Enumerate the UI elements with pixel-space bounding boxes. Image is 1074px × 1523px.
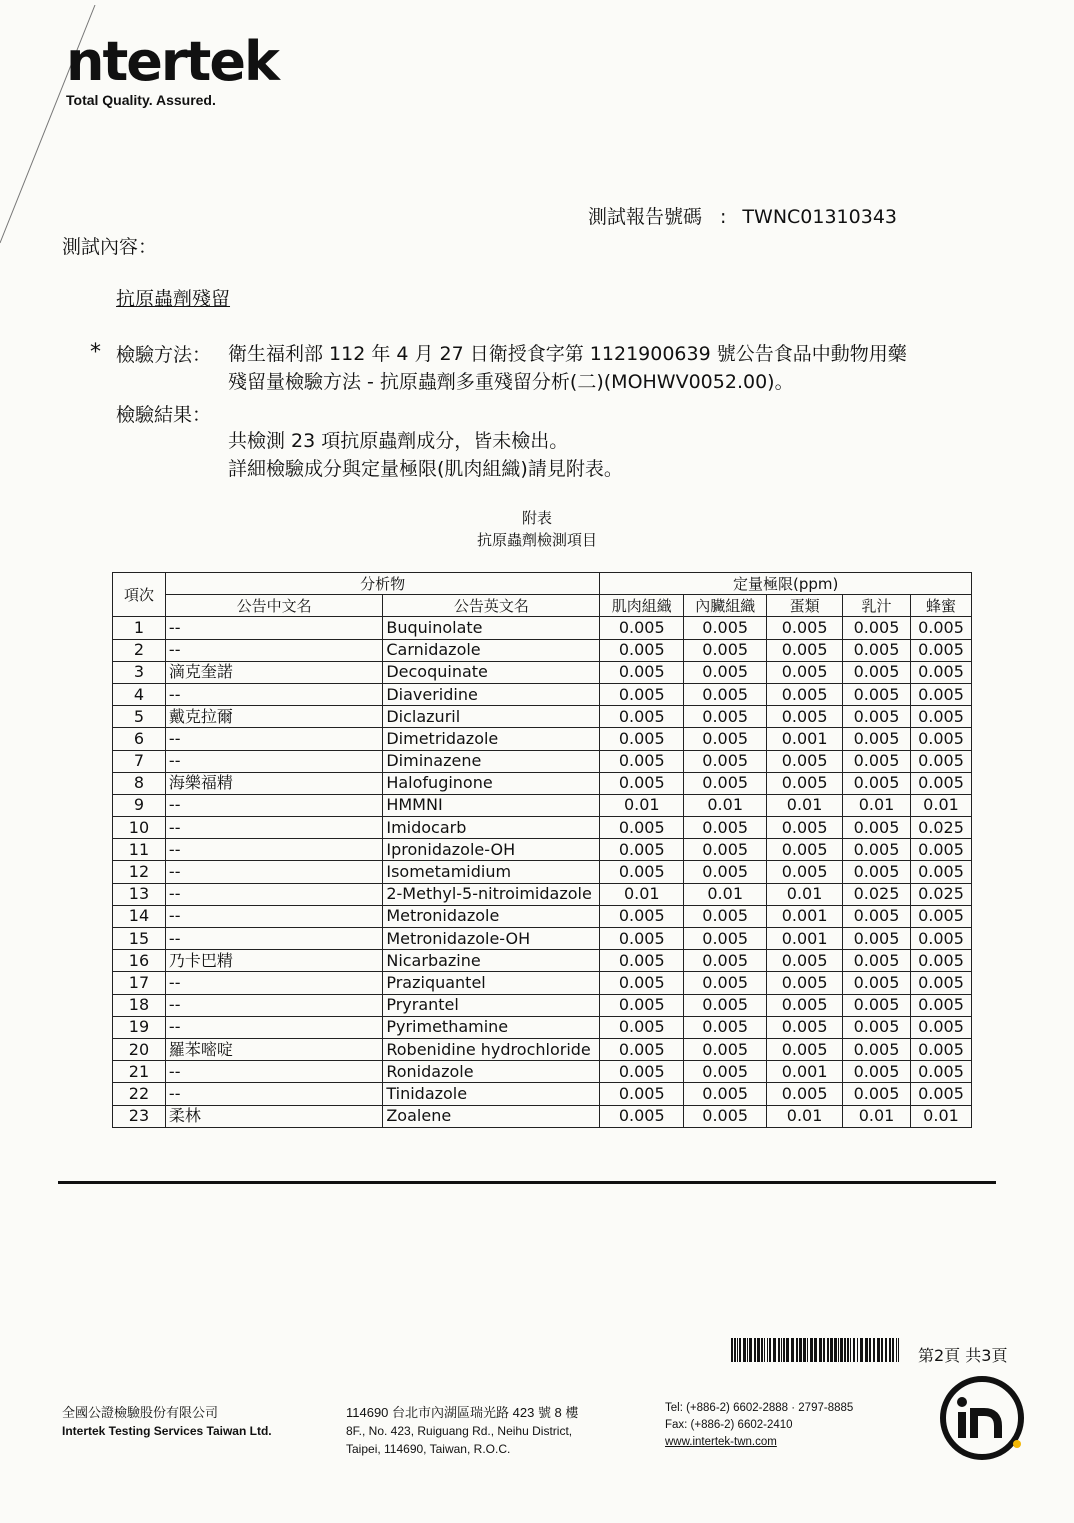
result-label: 檢驗結果： [116, 404, 212, 426]
address-en-line-2: Taipei, 114690, Taiwan, R.O.C. [346, 1442, 511, 1456]
cell-milk: 0.005 [843, 839, 911, 861]
cell-zh-name: 乃卡巴精 [165, 950, 382, 972]
cell-honey: 0.01 [910, 794, 971, 816]
cell-milk: 0.005 [843, 1083, 911, 1105]
table-row [113, 750, 972, 772]
cell-zh-name: -- [165, 639, 382, 661]
cell-honey: 0.005 [910, 1016, 971, 1038]
cell-honey: 0.005 [910, 1038, 971, 1060]
cell-muscle: 0.01 [600, 883, 684, 905]
cell-en-name: Isometamidium [383, 861, 600, 883]
table-row [113, 839, 972, 861]
method-line-2: 殘留量檢驗方法 - 抗原蟲劑多重殘留分析(二)(MOHWV0052.00)。 [228, 371, 794, 393]
cell-no: 17 [113, 972, 166, 994]
cell-no: 13 [113, 883, 166, 905]
cell-zh-name: 羅苯嘧啶 [165, 1038, 382, 1060]
intertek-logo [66, 30, 278, 93]
table-row [113, 972, 972, 994]
cell-zh-name: -- [165, 883, 382, 905]
table-subcaption: 抗原蟲劑檢測項目 [476, 531, 597, 549]
cell-egg: 0.005 [767, 950, 843, 972]
cell-zh-name: -- [165, 617, 382, 639]
table-caption: 附表 [521, 509, 552, 527]
cell-organ: 0.005 [684, 639, 767, 661]
cell-organ: 0.005 [684, 706, 767, 728]
cell-organ: 0.005 [684, 972, 767, 994]
method-text [228, 340, 988, 396]
cell-organ: 0.005 [684, 772, 767, 794]
table-row [113, 661, 972, 683]
report-number-separator: : [720, 206, 727, 228]
cell-zh-name: -- [165, 728, 382, 750]
cell-en-name: Diaveridine [383, 683, 600, 705]
table-row [113, 994, 972, 1016]
cell-no: 6 [113, 728, 166, 750]
cell-egg: 0.005 [767, 683, 843, 705]
cell-egg: 0.001 [767, 728, 843, 750]
table-row [113, 928, 972, 950]
cell-egg: 0.005 [767, 839, 843, 861]
section-title: 抗原蟲劑殘留 [116, 288, 231, 310]
footer-address [346, 1404, 578, 1458]
cell-milk: 0.005 [843, 750, 911, 772]
cell-honey: 0.025 [910, 883, 971, 905]
cell-en-name: Imidocarb [383, 817, 600, 839]
cell-honey: 0.005 [910, 728, 971, 750]
cell-milk: 0.005 [843, 1016, 911, 1038]
cell-honey: 0.005 [910, 617, 971, 639]
cell-no: 2 [113, 639, 166, 661]
cell-milk: 0.025 [843, 883, 911, 905]
cell-no: 12 [113, 861, 166, 883]
cell-muscle: 0.005 [600, 617, 684, 639]
cell-en-name: Pryrantel [383, 994, 600, 1016]
cell-en-name: Metronidazole-OH [383, 928, 600, 950]
table-row [113, 817, 972, 839]
cell-muscle: 0.005 [600, 683, 684, 705]
table-row [113, 883, 972, 905]
cell-organ: 0.005 [684, 1016, 767, 1038]
cell-zh-name: -- [165, 928, 382, 950]
cell-organ: 0.005 [684, 994, 767, 1016]
cell-honey: 0.005 [910, 750, 971, 772]
cell-muscle: 0.005 [600, 994, 684, 1016]
cell-milk: 0.005 [843, 683, 911, 705]
logo-tagline: Total Quality. Assured. [66, 92, 216, 108]
header-milk: 乳汁 [843, 595, 911, 617]
cell-egg: 0.001 [767, 928, 843, 950]
cell-muscle: 0.01 [600, 794, 684, 816]
cell-organ: 0.005 [684, 1083, 767, 1105]
cell-honey: 0.005 [910, 772, 971, 794]
cell-milk: 0.005 [843, 928, 911, 950]
cell-honey: 0.025 [910, 817, 971, 839]
cell-organ: 0.005 [684, 661, 767, 683]
result-line-2: 詳細檢驗成分與定量極限(肌肉組織)請見附表。 [228, 458, 623, 480]
result-text [228, 427, 623, 483]
table-row [113, 1105, 972, 1127]
cell-egg: 0.005 [767, 861, 843, 883]
page-number: 第2頁 共3頁 [918, 1346, 1008, 1365]
cell-zh-name: 海樂福精 [165, 772, 382, 794]
cell-organ: 0.005 [684, 905, 767, 927]
cell-zh-name: -- [165, 994, 382, 1016]
cell-organ: 0.005 [684, 950, 767, 972]
cell-zh-name: -- [165, 1016, 382, 1038]
table-row [113, 706, 972, 728]
header-egg: 蛋類 [767, 595, 843, 617]
cell-en-name: Carnidazole [383, 639, 600, 661]
bottom-divider [58, 1181, 996, 1184]
cell-egg: 0.005 [767, 661, 843, 683]
table-row [113, 1016, 972, 1038]
cell-no: 7 [113, 750, 166, 772]
cell-egg: 0.005 [767, 750, 843, 772]
cell-no: 1 [113, 617, 166, 639]
cell-no: 21 [113, 1061, 166, 1083]
cell-egg: 0.005 [767, 706, 843, 728]
header-honey: 蜂蜜 [910, 595, 971, 617]
cell-en-name: Tinidazole [383, 1083, 600, 1105]
cell-egg: 0.01 [767, 883, 843, 905]
cell-muscle: 0.005 [600, 706, 684, 728]
cell-egg: 0.005 [767, 817, 843, 839]
phone: Tel: (+886-2) 6602-2888 · 2797-8885 [665, 1402, 854, 1414]
cell-muscle: 0.005 [600, 1016, 684, 1038]
company-name-en: Intertek Testing Services Taiwan Ltd. [62, 1424, 272, 1438]
cell-organ: 0.01 [684, 883, 767, 905]
cell-muscle: 0.005 [600, 1083, 684, 1105]
cell-milk: 0.005 [843, 728, 911, 750]
footer-contact [665, 1400, 853, 1451]
cell-zh-name: -- [165, 861, 382, 883]
cell-no: 16 [113, 950, 166, 972]
cell-zh-name: 戴克拉爾 [165, 706, 382, 728]
cell-muscle: 0.005 [600, 905, 684, 927]
cell-organ: 0.005 [684, 928, 767, 950]
cell-en-name: Ipronidazole-OH [383, 839, 600, 861]
table-row [113, 728, 972, 750]
cell-milk: 0.01 [843, 1105, 911, 1127]
cell-honey: 0.005 [910, 683, 971, 705]
cell-muscle: 0.005 [600, 661, 684, 683]
address-en-line-1: 8F., No. 423, Ruiguang Rd., Neihu District, [346, 1424, 573, 1438]
cell-organ: 0.005 [684, 1061, 767, 1083]
cell-muscle: 0.005 [600, 772, 684, 794]
cell-no: 19 [113, 1016, 166, 1038]
cell-en-name: HMMNI [383, 794, 600, 816]
cell-zh-name: -- [165, 817, 382, 839]
cell-zh-name: -- [165, 683, 382, 705]
cell-milk: 0.005 [843, 706, 911, 728]
result-line-1: 共檢測 23 項抗原蟲劑成分，皆未檢出。 [228, 430, 569, 452]
cell-honey: 0.005 [910, 661, 971, 683]
cell-muscle: 0.005 [600, 928, 684, 950]
cell-organ: 0.005 [684, 728, 767, 750]
table-row [113, 1083, 972, 1105]
cell-en-name: Ronidazole [383, 1061, 600, 1083]
cell-honey: 0.005 [910, 950, 971, 972]
address-zh: 114690 台北市內湖區瑞光路 423 號 8 樓 [346, 1405, 579, 1420]
table-row [113, 861, 972, 883]
cell-no: 22 [113, 1083, 166, 1105]
cell-en-name: 2-Methyl-5-nitroimidazole [383, 883, 600, 905]
cell-organ: 0.005 [684, 817, 767, 839]
cell-honey: 0.01 [910, 1105, 971, 1127]
header-muscle: 肌肉組織 [600, 595, 684, 617]
cell-en-name: Diclazuril [383, 706, 600, 728]
cell-egg: 0.005 [767, 772, 843, 794]
cell-organ: 0.005 [684, 861, 767, 883]
intertek-in-logo-icon [936, 1372, 1028, 1464]
cell-muscle: 0.005 [600, 639, 684, 661]
cell-muscle: 0.005 [600, 750, 684, 772]
barcode-icon [731, 1338, 901, 1362]
header-loq: 定量極限(ppm) [600, 573, 972, 595]
cell-honey: 0.005 [910, 861, 971, 883]
cell-en-name: Diminazene [383, 750, 600, 772]
cell-en-name: Buquinolate [383, 617, 600, 639]
header-zh-name: 公告中文名 [165, 595, 382, 617]
cell-milk: 0.005 [843, 661, 911, 683]
cell-milk: 0.005 [843, 1061, 911, 1083]
table-row [113, 639, 972, 661]
company-name-zh: 全國公證檢驗股份有限公司 [62, 1405, 219, 1420]
table-row [113, 683, 972, 705]
analyte-table [112, 572, 972, 1128]
cell-en-name: Robenidine hydrochloride [383, 1038, 600, 1060]
cell-milk: 0.005 [843, 950, 911, 972]
cell-zh-name: -- [165, 750, 382, 772]
cell-no: 23 [113, 1105, 166, 1127]
cell-egg: 0.005 [767, 972, 843, 994]
cell-muscle: 0.005 [600, 839, 684, 861]
report-number-value: TWNC01310343 [742, 206, 898, 228]
cell-organ: 0.01 [684, 794, 767, 816]
method-line-1: 衛生福利部 112 年 4 月 27 日衛授食字第 1121900639 號公告食品中動物用藥 [228, 343, 907, 365]
logo-wordmark: ntertek [66, 30, 278, 93]
table-row [113, 1061, 972, 1083]
cell-zh-name: -- [165, 839, 382, 861]
header-en-name: 公告英文名 [383, 595, 600, 617]
cell-egg: 0.001 [767, 1061, 843, 1083]
cell-zh-name: -- [165, 905, 382, 927]
cell-milk: 0.005 [843, 772, 911, 794]
cell-en-name: Decoquinate [383, 661, 600, 683]
cell-organ: 0.005 [684, 750, 767, 772]
cell-muscle: 0.005 [600, 861, 684, 883]
cell-milk: 0.005 [843, 817, 911, 839]
cell-en-name: Dimetridazole [383, 728, 600, 750]
cell-milk: 0.005 [843, 972, 911, 994]
cell-no: 14 [113, 905, 166, 927]
cell-muscle: 0.005 [600, 728, 684, 750]
cell-honey: 0.005 [910, 928, 971, 950]
report-number-label: 測試報告號碼 [588, 206, 703, 228]
cell-en-name: Halofuginone [383, 772, 600, 794]
cell-milk: 0.005 [843, 905, 911, 927]
cell-muscle: 0.005 [600, 817, 684, 839]
cell-honey: 0.005 [910, 1061, 971, 1083]
cell-honey: 0.005 [910, 905, 971, 927]
cell-no: 4 [113, 683, 166, 705]
table-row [113, 617, 972, 639]
footer-company [62, 1404, 272, 1440]
cell-no: 10 [113, 817, 166, 839]
cell-milk: 0.005 [843, 1038, 911, 1060]
content-heading: 測試內容： [62, 236, 158, 258]
header-analyte: 分析物 [165, 573, 599, 595]
cell-egg: 0.005 [767, 994, 843, 1016]
cell-organ: 0.005 [684, 683, 767, 705]
cell-honey: 0.005 [910, 994, 971, 1016]
cell-milk: 0.005 [843, 994, 911, 1016]
cell-zh-name: -- [165, 1083, 382, 1105]
cell-en-name: Nicarbazine [383, 950, 600, 972]
method-asterisk: * [90, 340, 101, 365]
cell-no: 9 [113, 794, 166, 816]
cell-muscle: 0.005 [600, 1061, 684, 1083]
cell-milk: 0.005 [843, 617, 911, 639]
cell-organ: 0.005 [684, 839, 767, 861]
cell-egg: 0.005 [767, 639, 843, 661]
cell-muscle: 0.005 [600, 972, 684, 994]
table-row [113, 1038, 972, 1060]
cell-zh-name: -- [165, 1061, 382, 1083]
cell-en-name: Pyrimethamine [383, 1016, 600, 1038]
cell-egg: 0.005 [767, 1083, 843, 1105]
cell-honey: 0.005 [910, 972, 971, 994]
cell-honey: 0.005 [910, 639, 971, 661]
cell-no: 11 [113, 839, 166, 861]
cell-no: 8 [113, 772, 166, 794]
cell-honey: 0.005 [910, 706, 971, 728]
cell-muscle: 0.005 [600, 1105, 684, 1127]
cell-zh-name: 滴克奎諾 [165, 661, 382, 683]
cell-egg: 0.01 [767, 794, 843, 816]
website-link[interactable]: www.intertek-twn.com [665, 1436, 777, 1448]
fax: Fax: (+886-2) 6602-2410 [665, 1419, 793, 1431]
cell-egg: 0.005 [767, 617, 843, 639]
cell-zh-name: 柔林 [165, 1105, 382, 1127]
cell-organ: 0.005 [684, 1038, 767, 1060]
cell-egg: 0.005 [767, 1016, 843, 1038]
cell-milk: 0.005 [843, 639, 911, 661]
cell-no: 5 [113, 706, 166, 728]
table-row [113, 905, 972, 927]
cell-no: 3 [113, 661, 166, 683]
cell-en-name: Metronidazole [383, 905, 600, 927]
cell-muscle: 0.005 [600, 950, 684, 972]
cell-en-name: Praziquantel [383, 972, 600, 994]
table-row [113, 772, 972, 794]
cell-organ: 0.005 [684, 617, 767, 639]
table-row [113, 950, 972, 972]
cell-egg: 0.005 [767, 1038, 843, 1060]
cell-honey: 0.005 [910, 1083, 971, 1105]
cell-zh-name: -- [165, 794, 382, 816]
cell-egg: 0.001 [767, 905, 843, 927]
header-organ: 內臟組織 [684, 595, 767, 617]
cell-muscle: 0.005 [600, 1038, 684, 1060]
cell-egg: 0.01 [767, 1105, 843, 1127]
cell-en-name: Zoalene [383, 1105, 600, 1127]
cell-milk: 0.005 [843, 861, 911, 883]
report-number-line [588, 202, 897, 229]
cell-honey: 0.005 [910, 839, 971, 861]
cell-organ: 0.005 [684, 1105, 767, 1127]
table-row [113, 794, 972, 816]
cell-no: 18 [113, 994, 166, 1016]
cell-zh-name: -- [165, 972, 382, 994]
cell-milk: 0.01 [843, 794, 911, 816]
method-label: 檢驗方法： [116, 344, 212, 366]
cell-no: 15 [113, 928, 166, 950]
cell-no: 20 [113, 1038, 166, 1060]
header-no: 項次 [113, 573, 166, 617]
